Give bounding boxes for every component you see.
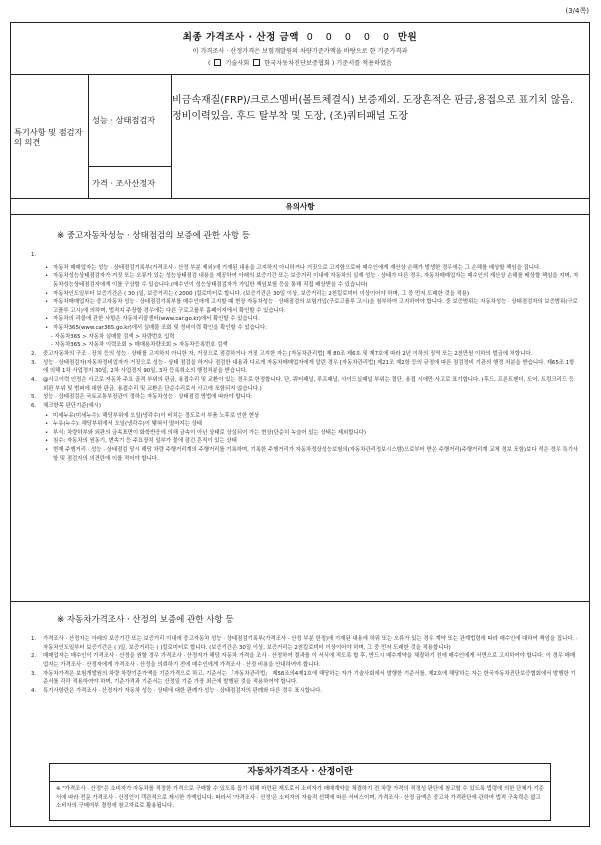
page-number: (3/4쪽) (565, 7, 589, 15)
section2-body (31, 635, 579, 695)
item-text: 매매업자는 매수인이 가격조사 · 산정을 원할 경우 가격조사 · 산정자가 해당 자동차 가격을 조사 · 산정하여 결과를 이 서식에 적도록 합 후, 반드시 매수계약을 체결하기 전에 매수인에게 서면으로 고지하여야 합니다. 이 경우 매매업자는 가격조사 · 산정자에게 가격조사 · 산정을 의뢰하기 전에 매수인에게 가격조사 · 산정 비용을 안내하여야 합니다. (43, 653, 576, 668)
section2-title: ※ 자동차가격조사 · 산정의 보증에 관한 사항 등 (57, 615, 234, 625)
bullet-item: • 자동차 매매업자는 성능 · 상태점검기록부(가격조사 · 산정 부분 제외)에 기재된 내용을 고지하지 아니하거나 거짓으로 고지함으로써 매수인에게 재산상 손해가 발생한 경우에는 그 손해를 배상할 책임을 집니다. (45, 264, 541, 271)
option-label: 한국자동차진단보증협회 (264, 60, 330, 67)
notice-header: 유의사항 (11, 199, 589, 215)
checkbox-icon[interactable] (214, 59, 221, 66)
list-item: 2. 중고자동차의 구조 · 장치 등의 성능 · 상태를 고지하지 아니한 자, 거짓으로 점검하거나 거짓 고지한 자는 [자동차관리법] 제 80조 제6호 및 제7호에 따라 2년 이하의 징역 또는 2천만원 이하의 벌금에 처합니다. (31, 351, 533, 358)
item-text: 체크항목 판단기준(예시) (43, 402, 101, 409)
info-box (49, 763, 551, 821)
item-text: 중고자동차의 구조 · 장치 등의 성능 · 상태를 고지하지 아니한 자, 거짓으로 점검하거나 거짓 고지한 자는 [자동차관리법] 제 80조 제6호 및 제7호에 따라 2년 이하의 징역 또는 2천만원 이하의 벌금에 처합니다. (43, 351, 533, 358)
bullet-text: 자동차365(www.car365.go.kr)에서 실매물 조회 및 정비이력 확인을 확인할 수 있습니다. (53, 325, 267, 332)
bullet-text: 자동차 매매업자는 성능 · 상태점검기록부(가격조사 · 산정 부분 제외)에 기재된 내용을 고지하지 아니하거나 거짓으로 고지함으로써 매수인에게 재산상 손해가 발생한 경우에는 그 손해를 배상할 책임을 집니다. (53, 264, 541, 271)
list-item: 4. 특기사항란은 가격조사 · 산정자가 자동차 성능 · 상태에 대한 판례가 성능 · 상태점검자의 판례와 다른 경우 표시합니다. (31, 687, 323, 694)
bullet-item: • 자동차의 리콜에 관한 사항은 자동차리콜센터(www.car.go.kr)에서 확인할 수 있습니다. (45, 316, 260, 323)
criteria-item: • 미세누유(미세누수): 해당부위에 오일(냉각수)이 비치는 정도로서 부품 노후로 인한 현상 (45, 412, 260, 419)
list-item: 4. @사고이력 인정은 사고로 자동차 주요 골격 부위의 판금, 용접수리 및 교환이 있는 경우로 한정합니다. 단, 쿼터패널, 루프패널, 사이드실패널 부위는 절단, 용접 시에만 사고로 표기합니다. (후드, 프론트펜더, 도어, 트렁크리드 등 외판 부위 및 범퍼에 대한 판금, 용접수리 및 교환은 단순수리로서 사고에 포함되지 않습니다.) (31, 376, 579, 393)
final-title-text: 최종 가격조사 · 산정 금액 (182, 32, 299, 43)
criteria-item: • 현재 주행거리 · 성능 · 상태점검 당시 해당 차량 주행거리계의 주행거리를 기록하며, 기록한 주행거리가 자동차정상성능보험의(자동차관리정보시스템)으로부터 받은 주행거리(주행거리계 교체 정보 포함)보다 적은 경우 특기사항 및 점검자의 의견란에 이를 적어야 합니다. (45, 447, 579, 462)
bullet-text: 자동차인도일부터 보증기간은 ( 30 )일, 보증거리는 ( 2000 )킬로미터로 합니다. (보증기간은 30일 이상, 보증거리는 2천킬로미터 이상이어야 하며, 그 중 먼저 도래한 것을 적용) (53, 290, 470, 297)
final-note-line2 (11, 58, 589, 67)
inspector-label: 성능 · 상태점검자 (89, 75, 172, 167)
bullet-text: 자동차매매업자는 중고자동차 성능 · 상태점검기록부를 매수인에게 고지할 때 현장 자동차성능 · 상태점검의 보험가입(구로고플루 고시)을 첨부하여 고지하여야 합니다. 중 보증범위는 자동차성능 · 상태점검자의 보증범위(구로고플루 고시)에 의하며, 법적지 주장할 경우에는 다른 구로고플루 홈페이지에서 확인할 수 있습니다. (53, 299, 578, 314)
bullet-item: • 자동차인도일부터 보증기간은 ( 30 )일, 보증거리는 ( 2000 )킬로미터로 합니다. (보증기간은 30일 이상, 보증거리는 2천킬로미터 이상이어야 하며, 그 중 먼저 도래한 것을 적용) (45, 290, 470, 297)
criteria-text: 침수: 자동차의 원동기, 변속기 등 주요장치 일부가 물에 잠긴 흔적이 있는 상태 (53, 438, 237, 445)
item-text: 특기사항란은 가격조사 · 산정자가 자동차 성능 · 상태에 대한 판례가 성능 · 상태점검자의 판례와 다른 경우 표시합니다. (43, 687, 323, 694)
final-price-row (11, 23, 589, 75)
final-unit: 만원 (397, 32, 418, 43)
option-label: 기술사회 (225, 60, 250, 67)
bullet-item: • 자동차성능상태점검자가 거짓 또는 오류가 있는 성능상태점검 내용을 제공하여 아래의 보증기간 또는 보증거리 이내에 자동차의 실제 성능 · 상태가 다른 경우, 자동차매매업자는 매수인의 재산상 손해를 배상할 책임을 지며, 자동차성능상태점검자에게 이를 구상할 수 있습니다.(매수인이 성능상태점검자가 가입한 책임보험 등을 통해 직접 배상받을 수 있습니다) (45, 273, 579, 288)
document-frame (10, 22, 590, 827)
item-number: 1. (31, 252, 37, 258)
section-divider (11, 601, 589, 602)
bullet-text: 자동차성능상태점검자가 거짓 또는 오류가 있는 성능상태점검 내용을 제공하여 아래의 보증기간 또는 보증거리 이내에 자동차의 실제 성능 · 상태가 다른 경우, 자동차매매업자는 매수인의 재산상 손해를 배상할 책임을 지며, 자동차성능상태점검자에게 이를 구상할 수 있습니다.(매수인이 성능상태점검자가 가입한 책임보험 등을 통해 직접 배상받을 수 있습니다) (53, 273, 579, 288)
section1-body (31, 251, 579, 463)
appraiser-label: 가격 · 조사산정자 (89, 167, 172, 199)
item-text: 성능 · 상태점검은 국토교통부장관이 정하는 자동차성능 · 상태점검 방법에 따라야 합니다. (43, 394, 253, 401)
list-item: 6. 체크항목 판단기준(예시) (31, 402, 101, 409)
list-item: 3. 성능 · 상태점검자(자동차정비업자가 거짓으로 성능 · 상태 점검을 하거나 점검한 내용과 다르게 자동차매매업자에게 알린 경우 [자동차관리법] 제21조 제2항 등의 규정에 따른 점검정비 기관의 행정 처분을 받습니다. 제65조 1항에 의해 1차 사업정지 30일, 2차 사업정지 90일, 3차 등록취소의 행정처분을 받습니다. (31, 359, 579, 376)
inspector-opinion-text: 비금속재질(FRP)/크로스멤버(볼트체결식) 보증제외. 도장흔적은 판금,용접으로 표기치 않음. 정비이력있음. 후드 탈부착 및 도장, (조)쿼터패널 도장 (172, 95, 574, 122)
criteria-text: 미세누유(미세누수): 해당부위에 오일(냉각수)이 비치는 정도로서 부품 노후로 인한 현상 (53, 412, 260, 419)
opinion-label: 특기사항 및 점검자의 의견 (11, 75, 89, 199)
item-text: 성능 · 상태점검자(자동차정비업자가 거짓으로 성능 · 상태 점검을 하거나 점검한 내용과 다르게 자동차매매업자에게 알린 경우 [자동차관리법] 제21조 제2항 등의 규정에 따른 점검정비 기관의 행정 처분을 받습니다. 제65조 1항에 의해 1차 사업정지 30일, 2차 사업정지 90일, 3차 등록취소의 행정처분을 받습니다. (43, 359, 575, 375)
note-close-text: ) 기준서를 적용하였음 (331, 60, 393, 67)
criteria-text: 누유(누수): 해당부위에서 오일(냉각수)이 맺혀서 떨어지는 상태 (53, 421, 202, 428)
checkbox-icon[interactable] (253, 59, 260, 66)
opinion-row (11, 75, 589, 199)
final-note-line1: 이 가격조사 · 산정가격은 보험개발원의 차량기준가액을 바탕으로 한 기준가격과 (192, 48, 408, 55)
note-open-paren: ( (207, 60, 211, 67)
list-item: 5. 성능 · 상태점검은 국토교통부장관이 정하는 자동차성능 · 상태점검 방법에 따라야 합니다. (31, 394, 253, 401)
bullet-item: • 자동차365(www.car365.go.kr)에서 실매물 조회 및 정비이력 확인을 확인할 수 있습니다. (45, 325, 267, 332)
item-text: 가격조사 · 산정자는 아래의 보증기간 또는 보증거리 이내에 중고자동차 성능 · 상태점검기록부(가격조사 · 산정 부분 한정)에 기재된 내용에 허위 또는 오류가 있는 경우 계약 또는 관계법령에 따라 매수인에 대하여 책임을 집니다. · 자동차인도일부터 보증기간은 ( )일, 보증거리는 ( )킬로미터로 합니다. (보증기간은 30일 이상, 보증거리는 2천킬로미터 이상이어야 하며, 그 중 먼저 도래한 것을 적용합니다) (43, 636, 578, 651)
info-box-title: 자동차가격조사 · 산정이란 (50, 764, 550, 782)
criteria-item: • 침수: 자동차의 원동기, 변속기 등 주요장치 일부가 물에 잠긴 흔적이 있는 상태 (45, 438, 237, 445)
item-text: @사고이력 인정은 사고로 자동차 주요 골격 부위의 판금, 용접수리 및 교환이 있는 경우로 한정합니다. 단, 쿼터패널, 루프패널, 사이드실패널 부위는 절단, 용접 시에만 사고로 표기합니다. (후드, 프론트펜더, 도어, 트렁크리드 등 외판 부위 및 범퍼에 대한 판금, 용접수리 및 교환은 단순수리로서 사고에 포함되지 않습니다.) (43, 376, 574, 392)
list-item: 3. 자동차가격은 보험개발원의 차량 차량기준가액을 기준가격으로 하고, 기준서는 「자동차관리법」 제58조의4제1호에 해당하는 자가 기술사회에서 발행한 기준서를, 제2호에 해당하는 자는 한국자동차진단보증협회에서 발행한 기준서를 각각 적용하여야 하며, 기준가격과 기준서는 산정일 기준 가장 최근에 발행된 것을 적용하여야 합니다. (31, 670, 579, 687)
criteria-item: • 부식: 차량하부와 외판의 금속표면이 화학반응에 의해 금속이 아닌 상태로 상실되어 가는 현상(단순히 녹슬어 있는 상태는 제외합니다) (45, 429, 366, 436)
path-line: - 자동차365 > 자동차 실매물 검색 > 차량번호 입력 (51, 333, 175, 340)
bullet-text: 자동차의 리콜에 관한 사항은 자동차리콜센터(www.car.go.kr)에서 확인할 수 있습니다. (53, 316, 260, 323)
criteria-text: 현재 주행거리 · 성능 · 상태점검 당시 해당 차량 주행거리계의 주행거리를 기록하며, 기록한 주행거리가 자동차정상성능보험의(자동차관리정보시스템)으로부터 받은 주행거리(주행거리계 교체 정보 포함)보다 적은 경우 특기사항 및 점검자의 의견란에 이를 적어야 합니다. (53, 447, 579, 462)
final-amount: 0 0 0 0 0 (306, 32, 395, 43)
criteria-text: 부식: 차량하부와 외판의 금속표면이 화학반응에 의해 금속이 아닌 상태로 상실되어 가는 현상(단순히 녹슬어 있는 상태는 제외합니다) (53, 429, 366, 436)
section1-title: ※ 중고자동차성능 · 상태점검의 보증에 관한 사항 등 (57, 231, 250, 241)
list-item: 2. 매매업자는 매수인이 가격조사 · 산정을 원할 경우 가격조사 · 산정자가 해당 자동차 가격을 조사 · 산정하여 결과를 이 서식에 적도록 합 후, 반드시 매수계약을 체결하기 전에 매수인에게 서면으로 고지하여야 합니다. 이 경우 매매업자는 가격조사 · 산정자에게 가격조사 · 산정을 의뢰하기 전에 매수인에게 가격조사 · 산정 비용을 안내하여야 합니다. (31, 652, 579, 669)
criteria-item: • 누유(누수): 해당부위에서 오일(냉각수)이 맺혀서 떨어지는 상태 (45, 421, 202, 428)
list-item: 1. 가격조사 · 산정자는 아래의 보증기간 또는 보증거리 이내에 중고자동차 성능 · 상태점검기록부(가격조사 · 산정 부분 한정)에 기재된 내용에 허위 또는 오류가 있는 경우 계약 또는 관계법령에 따라 매수인에 대하여 책임을 집니다. · 자동차인도일부터 보증기간은 ( )일, 보증거리는 ( )킬로미터로 합니다. (보증기간은 30일 이상, 보증거리는 2천킬로미터 이상이어야 하며, 그 중 먼저 도래한 것을 적용합니다) (31, 636, 578, 651)
bullet-item: • 자동차매매업자는 중고자동차 성능 · 상태점검기록부를 매수인에게 고지할 때 현장 자동차성능 · 상태점검의 보험가입(구로고플루 고시)을 첨부하여 고지하여야 합니다. 중 보증범위는 자동차성능 · 상태점검자의 보증범위(구로고플루 고시)에 의하며, 법적지 주장할 경우에는 다른 구로고플루 홈페이지에서 확인할 수 있습니다. (45, 299, 578, 314)
info-box-text: ※ "가격조사 · 산정"은 소비자가 자동차를 적정한 가격으로 구매할 수 있도록 돕기 위해 마련된 제도로서 소비자가 매매계약을 체결하기 전 차량 가격의 적정성 판단에 참고할 수 있도록 법령에 의한 단체가 기준서에 따라 전문 가격조사 · 산정인이 객관적으로 제시한 가액입니다. 따라서 '가격조사 · 산정'은 소비자의 자율적 선택에 따른 서비스이며, 가격조사 · 산정 금액은 중고차 가격판단에 관하여 법적 구속력은 없고 소비자의 구매여부 결정에 참고자료로 활용됩니다. (56, 786, 544, 810)
item-text: 자동차가격은 보험개발원의 차량 차량기준가액을 기준가격으로 하고, 기준서는 「자동차관리법」 제58조의4제1호에 해당하는 자가 기술사회에서 발행한 기준서를, 제2호에 해당하는 자는 한국자동차진단보증협회에서 발행한 기준서를 각각 적용하여야 하며, 기준가격과 기준서는 산정일 기준 가장 최근에 발행된 것을 적용하여야 합니다. (43, 670, 576, 686)
path-line: - 자동차365 > 자동차 이력조회 > 매매용차량조회 > 자동차등록번호 검색 (51, 342, 228, 349)
list-item (31, 251, 579, 260)
final-price-title (11, 29, 589, 43)
